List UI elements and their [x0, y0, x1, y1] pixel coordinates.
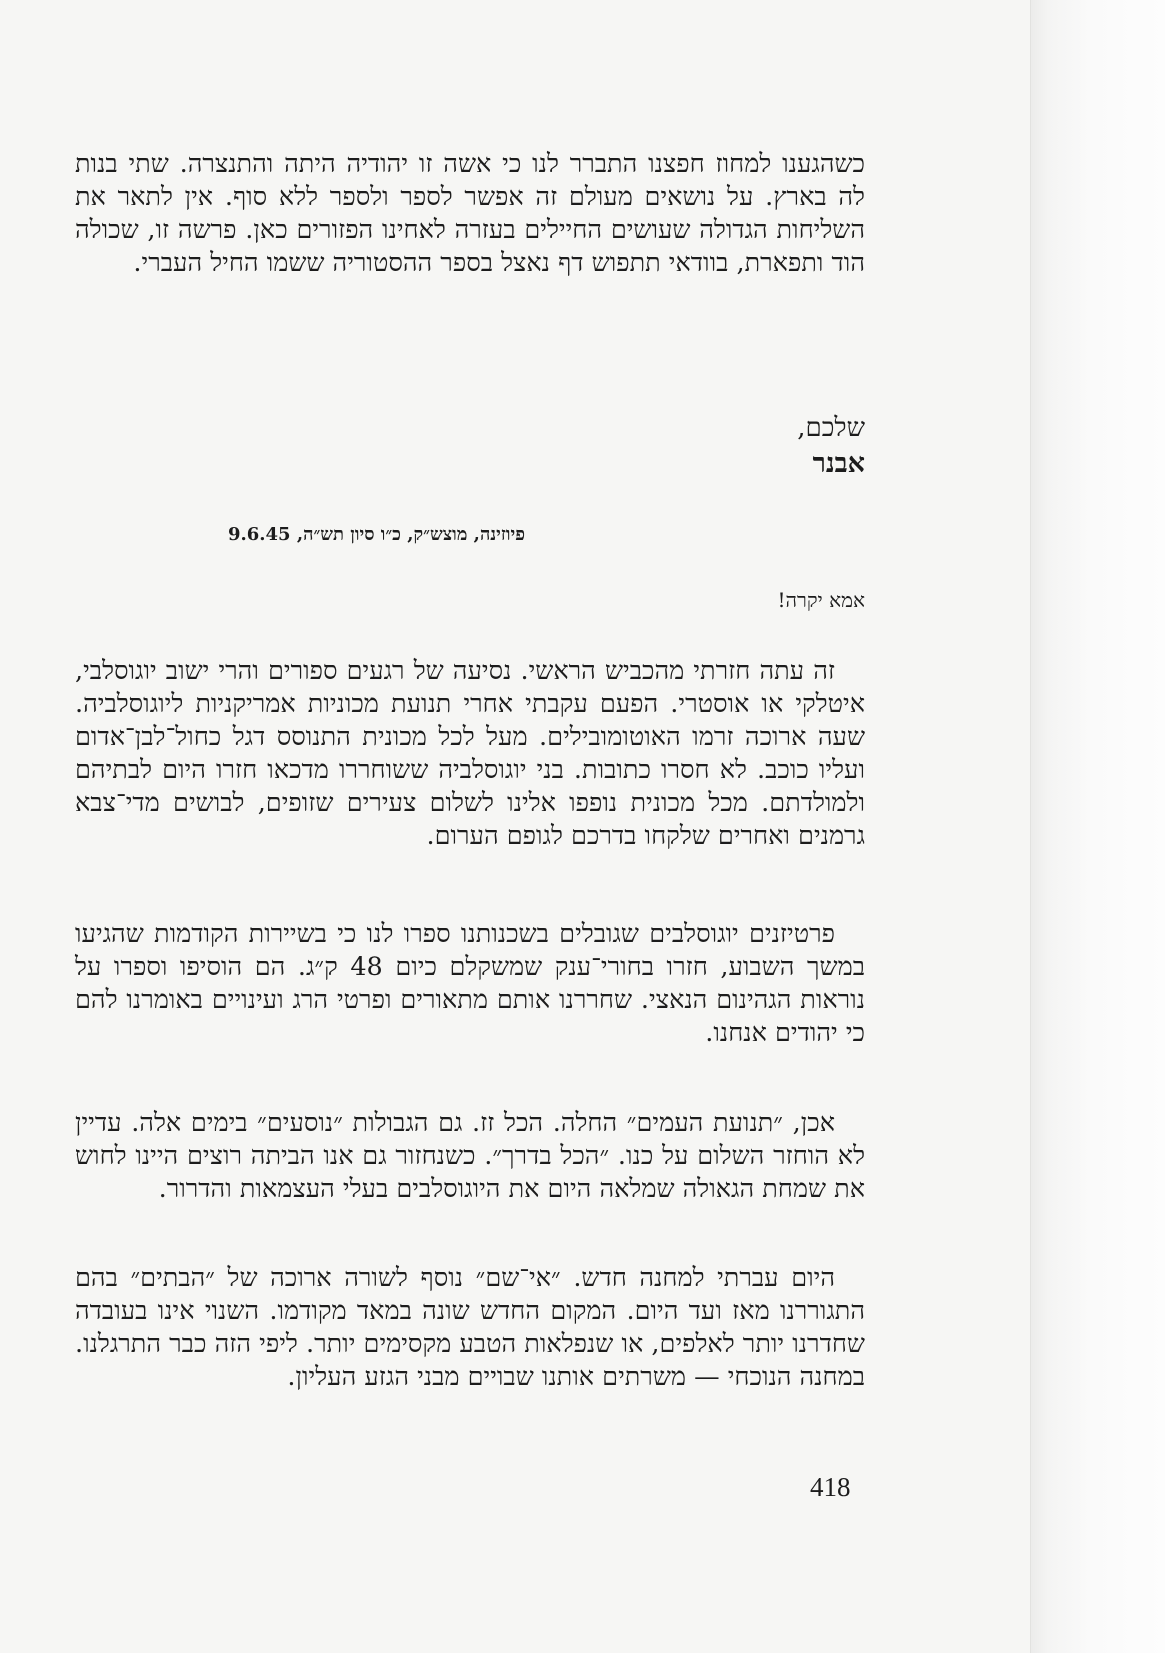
letter-closing-paragraph: כשהגענו למחוז חפצנו התברר לנו כי אשה זו יהודיה היתה והתנצרה. שתי בנות לה בארץ. על נושאים מעולם זה אפשר לספר ולספר ללא סוף. אין לתאר את השליחות הגדולה שעושים החיילים בעזרה לאחינו הפזורים כאן. פרשה זו, שכולה הוד ותפארת, בוודאי תתפוש דף נאצל בספר ההסטוריה ששמו החיל העברי.	[75, 149, 865, 278]
closing-word: שלכם,	[797, 413, 865, 443]
letter-sign-off	[75, 410, 865, 482]
page-number: 418	[810, 1472, 851, 1502]
letter-dateline: פיוזינה, מוצש״ק, כ״ו סיון תש״ה, 9.6.45	[227, 524, 525, 545]
signature: אבנר	[812, 448, 865, 479]
body-paragraph-1: זה עתה חזרתי מהכביש הראשי. נסיעה של רגעים ספורים והרי ישוב יוגוסלבי, איטלקי או אוסטרי. הפעם עקבתי אחרי תנועת מכוניות אמריקניות ליוגוסלביה. שעה ארוכה זרמו האוטומובילים. מעל לכל מכונית התנוסס דגל כחול־לבן־אדום ועליו כוכב. לא חסרו כתובות. בני יוגוסלביה ששוחררו מדכאו חזרו היום לבתיהם ולמולדתם. מכל מכונית נופפו אלינו לשלום צעירים שזופים, לבושים מדי־צבא גרמנים ואחרים שלקחו בדרכם לגופם הערום.	[75, 656, 865, 851]
body-paragraph-2: פרטיזנים יוגוסלבים שגובלים בשכנותנו ספרו לנו כי בשיירות הקודמות שהגיעו במשך השבוע, חזרו בחורי־ענק שמשקלם כיום 48 ק״ג. הם הוסיפו וספרו על נוראות הגהינום הנאצי. שחררנו אותם מתאורים ופרטי הרג ועינויים באומרנו להם כי יהודים אנחנו.	[75, 919, 865, 1048]
page-gutter	[1030, 0, 1165, 1653]
body-paragraph-3: אכן, ״תנועת העמים״ החלה. הכל זז. גם הגבולות ״נוסעים״ בימים אלה. עדיין לא הוחזר השלום על כנו. ״הכל בדרך״. כשנחזור גם אנו הביתה רוצים היינו לחוש את שמחת הגאולה שמלאה היום את היוגוסלבים בעלי העצמאות והדרור.	[75, 1108, 865, 1204]
gutter-line	[1030, 0, 1031, 1653]
letter-salutation: אמא יקרה!	[777, 588, 865, 612]
body-paragraph-4: היום עברתי למחנה חדש. ״אי־שם״ נוסף לשורה ארוכה של ״הבתים״ בהם התגוררנו מאז ועד היום. המקום החדש שונה במאד מקודמו. השנוי אינו בעובדה שחדרנו יותר לאלפים, או שנפלאות הטבע מקסימים יותר. ליפי הזה כבר התרגלנו. במחנה הנוכחי — משרתים אותנו שבויים מבני הגזע העליון.	[75, 1263, 865, 1392]
